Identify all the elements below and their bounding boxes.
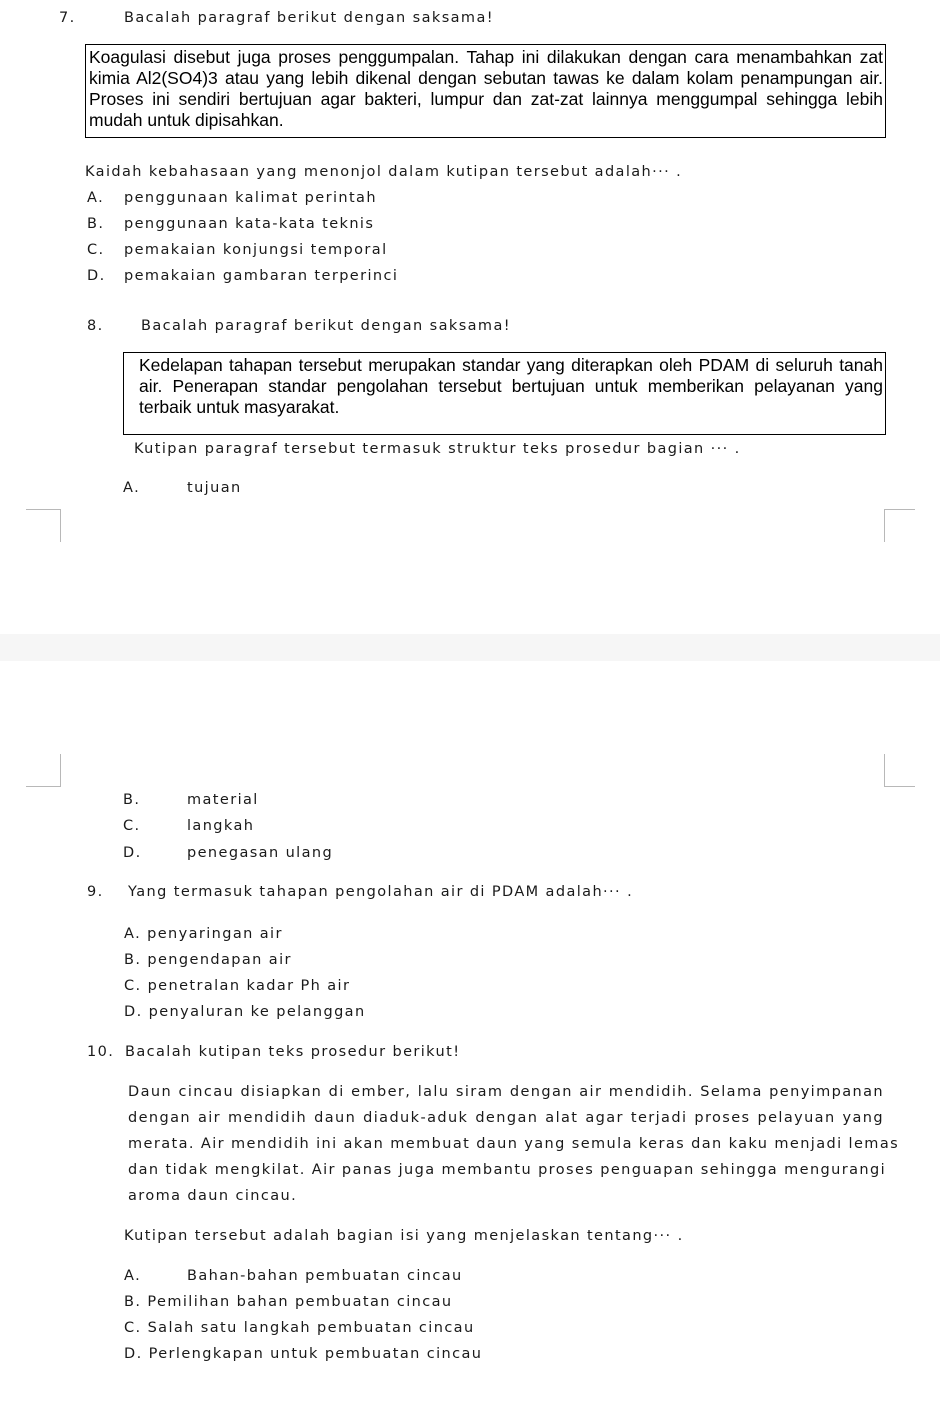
q8-option-d-text: penegasan ulang xyxy=(187,845,334,861)
q10-option-d-text: Perlengkapan untuk pembuatan cincau xyxy=(148,1346,483,1362)
q9-option-b-letter: B. xyxy=(124,952,142,968)
q7-option-c-text: pemakaian konjungsi temporal xyxy=(124,242,388,258)
q8-number: 8. xyxy=(87,318,104,334)
q9-option-b xyxy=(124,952,292,968)
q8-option-d-letter: D. xyxy=(123,845,142,861)
q10-option-c-text: Salah satu langkah pembuatan cincau xyxy=(147,1320,475,1336)
page-corner-mark xyxy=(880,754,920,788)
q10-option-c xyxy=(124,1320,475,1336)
q7-prompt: Bacalah paragraf berikut dengan saksama! xyxy=(124,10,494,26)
q9-option-d xyxy=(124,1004,366,1020)
q9-option-b-text: pengendapan air xyxy=(147,952,292,968)
q8-passage-line: Kedelapan tahapan tersebut merupakan standar yang diterapkan oleh PDAM di seluruh tanah xyxy=(139,355,883,375)
q7-option-a-text: penggunaan kalimat perintah xyxy=(124,190,377,206)
q10-passage xyxy=(128,1079,900,1209)
q8-option-a-letter: A. xyxy=(123,480,141,496)
q9-option-d-letter: D. xyxy=(124,1004,143,1020)
q8-question: Kutipan paragraf tersebut termasuk struktur teks prosedur bagian ··· . xyxy=(134,441,741,457)
page-break-gap xyxy=(0,634,940,661)
q10-option-b-letter: B. xyxy=(124,1294,142,1310)
q9-question: Yang termasuk tahapan pengolahan air di PDAM adalah··· . xyxy=(128,884,634,900)
q9-option-d-text: penyaluran ke pelanggan xyxy=(148,1004,366,1020)
q10-passage-line: dan tidak mengkilat. Air panas juga membantu proses penguapan sehingga mengurangi xyxy=(128,1162,887,1178)
q7-option-b-letter: B. xyxy=(87,216,105,232)
q8-option-b-letter: B. xyxy=(123,792,141,808)
q7-option-c-letter: C. xyxy=(87,242,105,258)
q10-option-d xyxy=(124,1346,482,1362)
q10-passage-line: merata. Air mendidih ini akan membuat daun yang semula keras dan kaku menjadi lemas xyxy=(128,1136,900,1152)
q10-prompt: Bacalah kutipan teks prosedur berikut! xyxy=(125,1044,461,1060)
q8-option-a-text: tujuan xyxy=(187,480,242,496)
q10-option-c-letter: C. xyxy=(124,1320,142,1336)
q8-prompt: Bacalah paragraf berikut dengan saksama! xyxy=(141,318,511,334)
q10-number: 10. xyxy=(87,1044,115,1060)
q8-passage-box xyxy=(123,352,886,435)
q7-option-d-letter: D. xyxy=(87,268,106,284)
q9-option-a-text: penyaringan air xyxy=(147,926,283,942)
q9-option-c-letter: C. xyxy=(124,978,142,994)
q7-option-a-letter: A. xyxy=(87,190,105,206)
q7-passage-line: mudah untuk dipisahkan. xyxy=(89,110,284,130)
q10-option-b xyxy=(124,1294,453,1310)
q10-option-d-letter: D. xyxy=(124,1346,143,1362)
q10-passage-line: Daun cincau disiapkan di ember, lalu siram dengan air mendidih. Selama penyimpanan xyxy=(128,1084,884,1100)
q10-option-a-text: Bahan-bahan pembuatan cincau xyxy=(187,1268,463,1284)
q8-option-c-text: langkah xyxy=(187,818,255,834)
page-corner-mark xyxy=(880,508,920,542)
q8-option-c-letter: C. xyxy=(123,818,141,834)
q9-option-a-letter: A. xyxy=(124,926,142,942)
q10-option-a-letter: A. xyxy=(124,1268,142,1284)
q10-option-b-text: Pemilihan bahan pembuatan cincau xyxy=(147,1294,453,1310)
q8-option-b-text: material xyxy=(187,792,259,808)
q7-passage-line: Koagulasi disebut juga proses penggumpalan. Tahap ini dilakukan dengan cara menambahkan zat xyxy=(89,47,883,67)
q7-question: Kaidah kebahasaan yang menonjol dalam kutipan tersebut adalah··· . xyxy=(85,164,683,180)
q9-number: 9. xyxy=(87,884,104,900)
q9-option-c xyxy=(124,978,350,994)
q7-passage-line: Proses ini sendiri bertujuan agar bakteri, lumpur dan zat-zat lainnya menggumpal sehingga lebih xyxy=(89,89,883,109)
page-corner-mark xyxy=(26,508,66,542)
q9-option-c-text: penetralan kadar Ph air xyxy=(147,978,351,994)
q8-passage-line: terbaik untuk masyarakat. xyxy=(139,397,340,417)
q10-passage-line: dengan air mendidih daun diaduk-aduk dengan alat agar terjadi proses pelayuan yang xyxy=(128,1110,884,1126)
q7-option-d-text: pemakaian gambaran terperinci xyxy=(124,268,399,284)
q10-passage-line: aroma daun cincau. xyxy=(128,1188,298,1204)
q7-option-b-text: penggunaan kata-kata teknis xyxy=(124,216,375,232)
q7-passage-box xyxy=(85,44,886,138)
q7-passage-line: kimia Al2(SO4)3 atau yang lebih dikenal dengan sebutan tawas ke dalam kolam penampungan air. xyxy=(89,68,883,88)
page-corner-mark xyxy=(26,754,66,788)
q8-passage-line: air. Penerapan standar pengolahan tersebut bertujuan untuk memberikan pelayanan yang xyxy=(139,376,883,396)
q10-question: Kutipan tersebut adalah bagian isi yang menjelaskan tentang··· . xyxy=(124,1228,684,1244)
q7-number: 7. xyxy=(59,10,76,26)
q9-option-a xyxy=(124,926,283,942)
